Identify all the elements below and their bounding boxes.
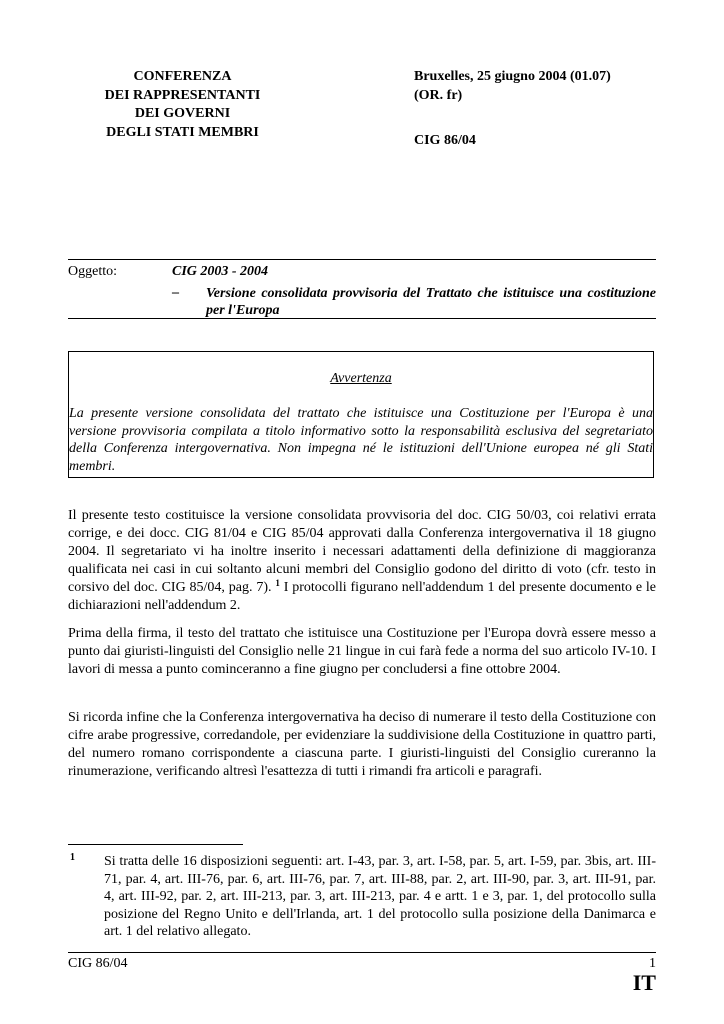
document-meta [414, 68, 611, 151]
document-reference: CIG 86/04 [414, 133, 476, 148]
date-line: Bruxelles, 25 giugno 2004 (01.07) [414, 69, 611, 84]
language-code: IT [632, 970, 656, 995]
footnote-text: Si tratta delle 16 disposizioni seguenti: art. I-43, par. 3, art. I-58, par. 5, art. I-59, par. 3bis, art. III-71, par. 4, art. III-76, par. 6, art. III-76, par. 7, art. III-88, par. 2, art. III-90, par. 3, art. III-91, par. 4, art. III-92, par. 2, art. III-213, par. 3, art. III-213, par. 4 e artt. 1 e 3, par. 1, del protocollo sulla posizione del Regno Unito e dell'Irlanda, art. 1 del protocollo sulla posizione della Danimarca e art. 1 del relativo allegato. [104, 854, 656, 939]
issuing-body-line: DEI RAPPRESENTANTI [104, 87, 261, 103]
issuing-body-line: DEGLI STATI MEMBRI [106, 124, 259, 140]
notice-text: La presente versione consolidata del trattato che istituisce una Costituzione per l'Europa è una versione provvisoria compilata a titolo informativo sotto la responsabilità esclusiva del segretariato della Conferenza intergovernativa. Non impegna né le istituzioni dell'Unione europea né gli Stati membri. [69, 406, 653, 474]
subject-dash: – [172, 285, 179, 300]
footnote-ref[interactable]: 1 [275, 578, 280, 588]
footer-doc-reference: CIG 86/04 [68, 956, 128, 971]
page-number: 1 [649, 956, 656, 971]
footnote-rule [68, 844, 243, 845]
original-language: (OR. fr) [414, 87, 463, 103]
subject-label: Oggetto: [68, 264, 117, 279]
footnote-mark: 1 [70, 852, 75, 863]
subject-title: CIG 2003 - 2004 [172, 264, 269, 279]
paragraph-1 [68, 507, 656, 615]
paragraph-1-text-cont: I protocolli figurano nell'addendum 1 del presente documento e le dichiarazioni nell'addendum 2. [68, 580, 656, 613]
issuing-body [70, 68, 295, 142]
issuing-body-line: CONFERENZA [133, 69, 232, 84]
notice-box [68, 351, 654, 478]
paragraph-1-text: Il presente testo costituisce la versione consolidata provvisoria del doc. CIG 50/03, coi relativi errata corrige, e dei docc. CIG 81/04 e CIG 85/04 approvati dalla Conferenza intergovernativa il 18 giugno 2004. Il segretariato vi ha inoltre inserito i necessari adattamenti della definizione di maggioranza qualificata nei casi in cui soltanto alcuni membri del Consiglio godono del diritto di voto (cfr. testo in corsivo del doc. CIG 85/04, pag. 7). [68, 508, 656, 595]
footer-rule [68, 952, 656, 953]
paragraph-2: Prima della firma, il testo del trattato che istituisce una Costituzione per l'Europa dovrà essere messo a punto dai giuristi-linguisti del Consiglio nelle 21 lingue in cui farà fede a norma del suo articolo IV-10. I lavori di messa a punto cominceranno a fine giugno per concludersi a fine ottobre 2004. [68, 626, 656, 677]
notice-title: Avvertenza [330, 371, 392, 386]
paragraph-3: Si ricorda infine che la Conferenza intergovernativa ha deciso di numerare il testo della Costituzione con cifre arabe progressive, corredandole, per evidenziare la suddivisione della Costituzione in quattro parti, del numero romano corrispondente a ciascuna parte. I giuristi-linguisti del Consiglio cureranno la rinumerazione, verificando altresì l'esattezza di tutti i rimandi fra articoli e paragrafi. [68, 710, 656, 779]
subject-bottom-rule [68, 318, 656, 319]
subject-subtitle: Versione consolidata provvisoria del Trattato che istituisce una costituzione per l'Europa [206, 286, 656, 318]
subject-top-rule [68, 259, 656, 260]
issuing-body-line: DEI GOVERNI [134, 106, 231, 121]
